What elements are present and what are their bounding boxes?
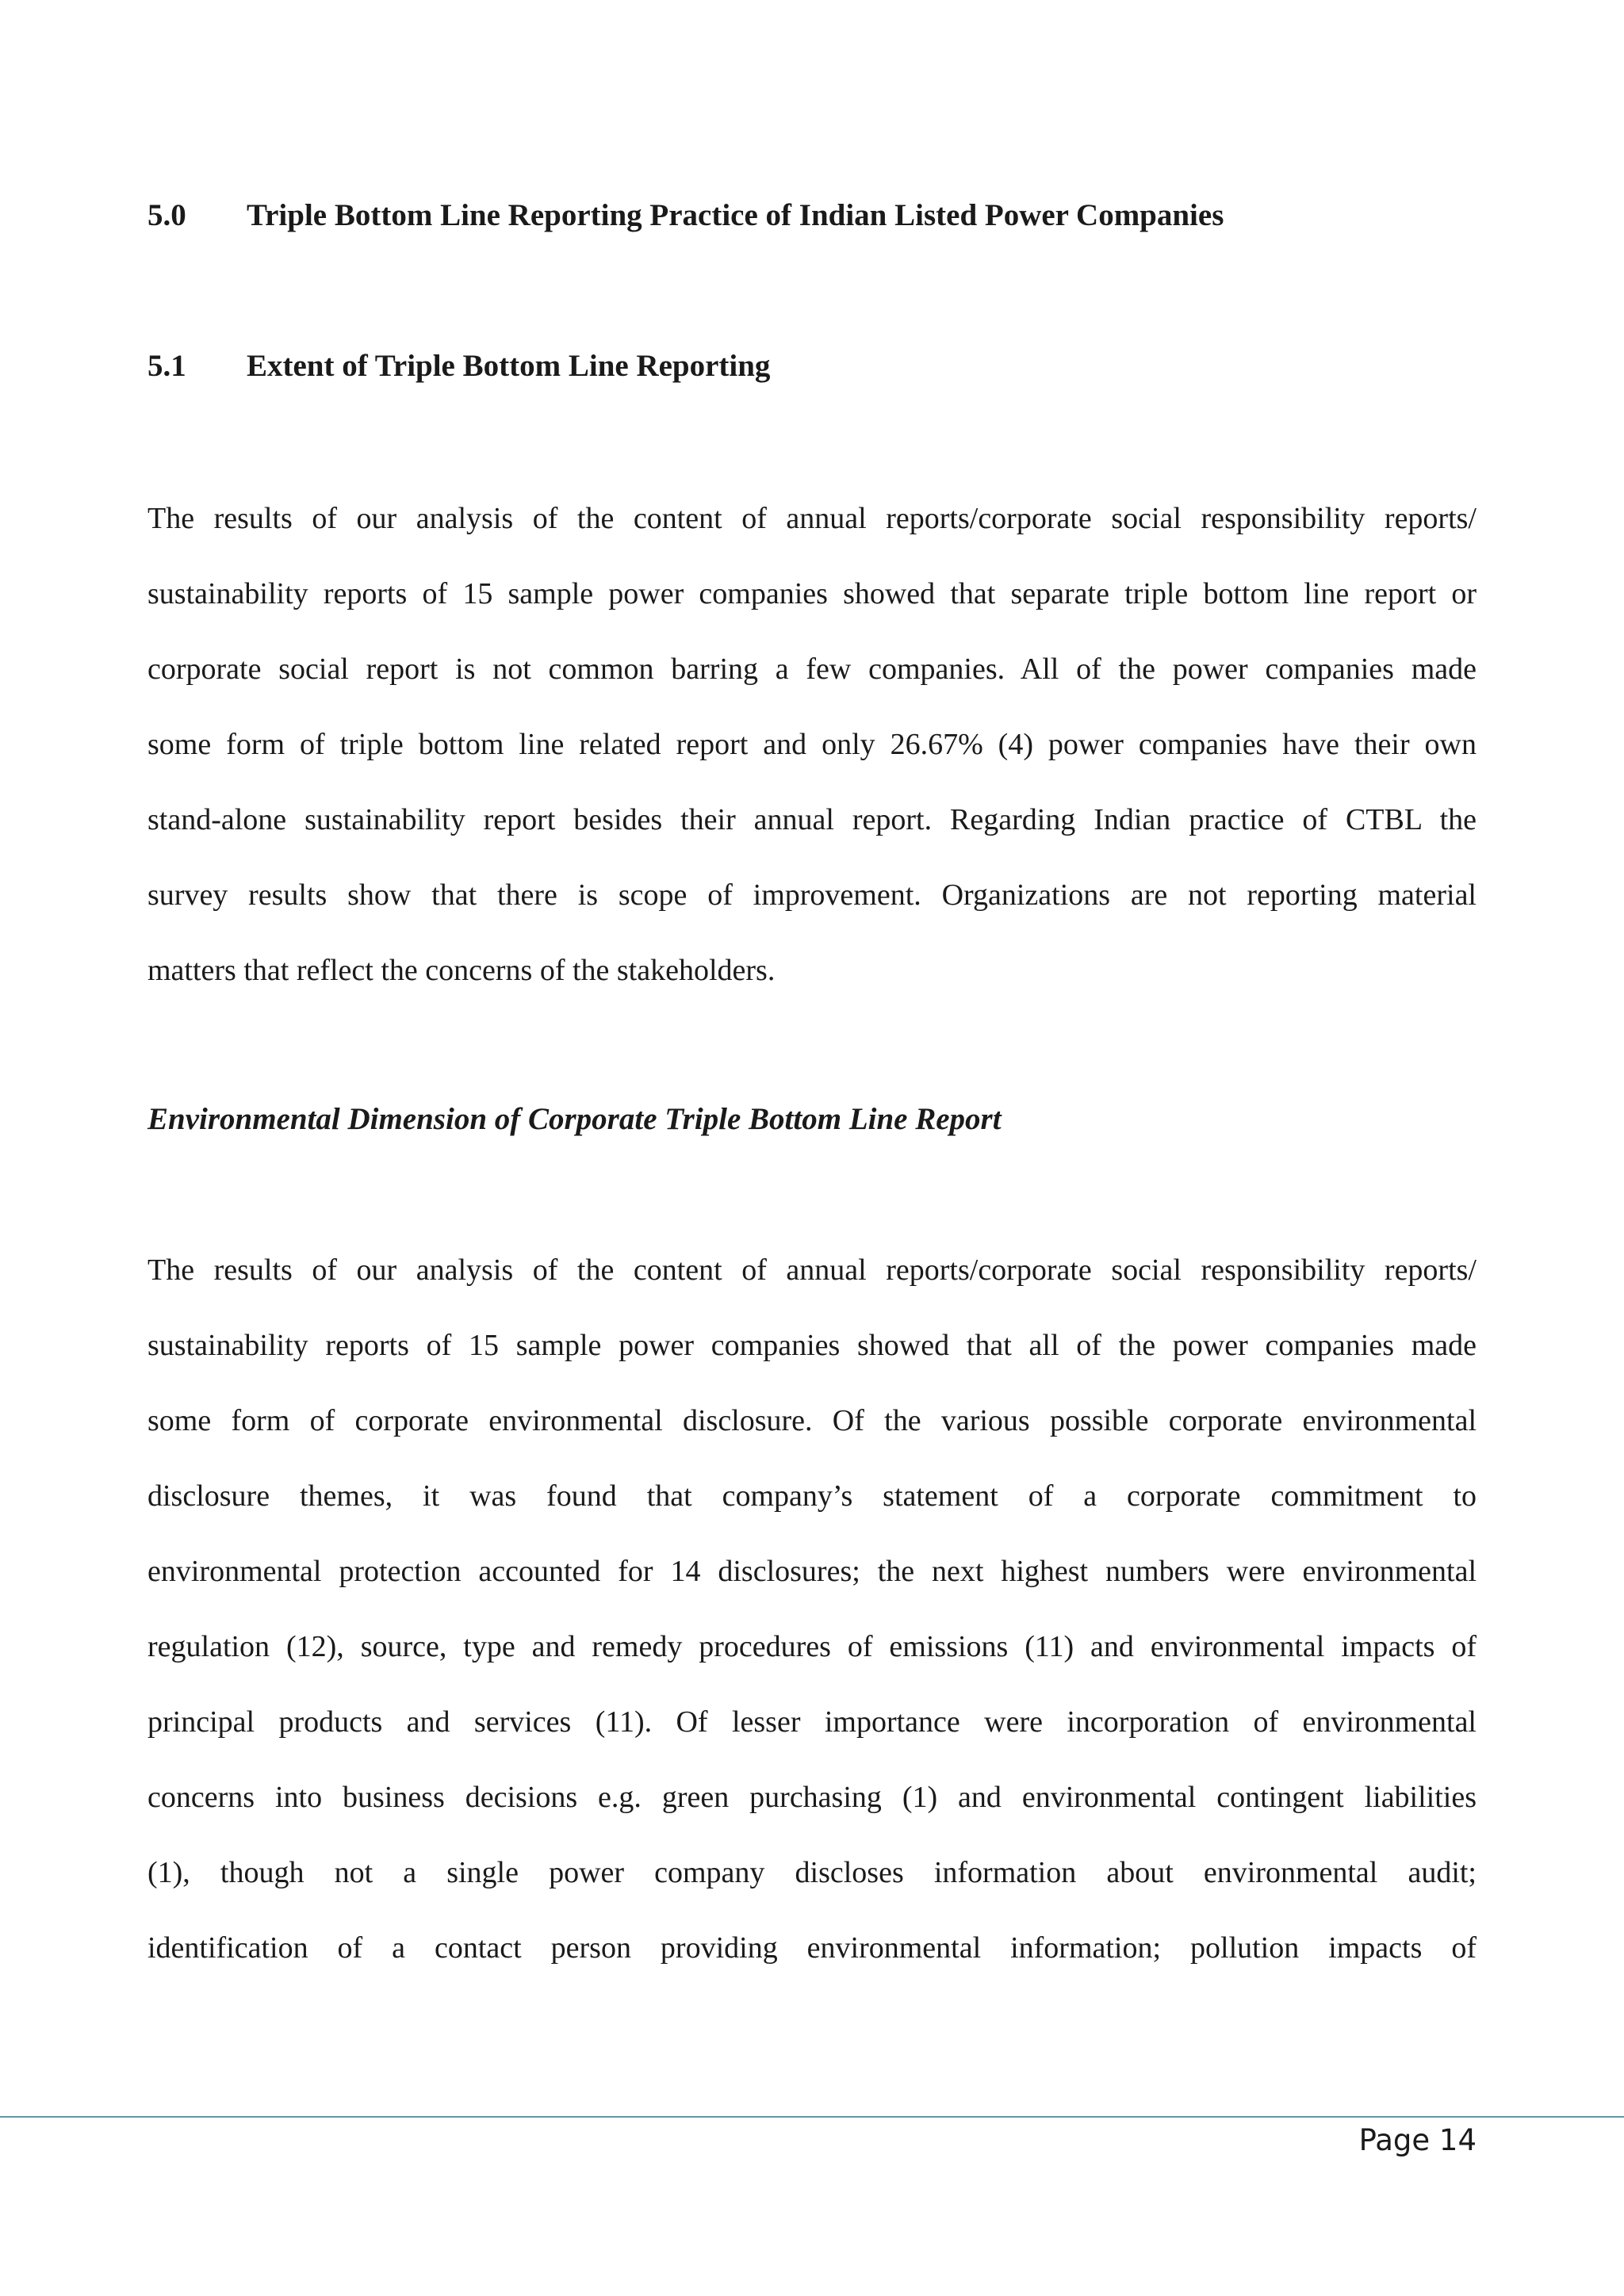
paragraph-line: some form of corporate environmental disclosure. Of the various possible corporate environmental xyxy=(147,1404,1477,1437)
paragraph-line: some form of triple bottom line related report and only 26.67% (4) power companies have their own xyxy=(147,728,1477,761)
paragraph-line: sustainability reports of 15 sample power companies showed that all of the power companies made xyxy=(147,1329,1477,1362)
section-heading-5-0 xyxy=(147,197,1224,235)
paragraph-line: The results of our analysis of the content of annual reports/corporate social responsibility reports/ xyxy=(147,1253,1477,1287)
paragraph-line: The results of our analysis of the content of annual reports/corporate social responsibility reports/ xyxy=(147,502,1477,535)
paragraph-line: identification of a contact person providing environmental information; pollution impacts of xyxy=(147,1931,1477,1965)
paragraph-line: concerns into business decisions e.g. green purchasing (1) and environmental contingent liabilities xyxy=(147,1781,1477,1814)
paragraph-line: survey results show that there is scope of improvement. Organizations are not reporting material xyxy=(147,878,1477,912)
section-title: Triple Bottom Line Reporting Practice of Indian Listed Power Companies xyxy=(247,198,1224,232)
paragraph-line: corporate social report is not common barring a few companies. All of the power companies made xyxy=(147,652,1477,686)
paragraph-line: (1), though not a single power company discloses information about environmental audit; xyxy=(147,1856,1477,1889)
environmental-dimension-heading: Environmental Dimension of Corporate Triple Bottom Line Report xyxy=(147,1102,1002,1136)
paragraph-extent xyxy=(147,499,1477,1027)
paragraph-line: environmental protection accounted for 14 disclosures; the next highest numbers were environmental xyxy=(147,1555,1477,1588)
paragraph-line: sustainability reports of 15 sample power companies showed that separate triple bottom line report or xyxy=(147,577,1477,610)
paragraph-environmental xyxy=(147,1251,1477,2004)
paragraph-line: principal products and services (11). Of lesser importance were incorporation of environmental xyxy=(147,1705,1477,1739)
paragraph-line: matters that reflect the concerns of the stakeholders. xyxy=(147,954,776,987)
paragraph-line: stand-alone sustainability report besides their annual report. Regarding Indian practice of CTBL the xyxy=(147,803,1477,836)
section-number: 5.0 xyxy=(147,198,186,232)
paragraph-line: regulation (12), source, type and remedy procedures of emissions (11) and environmental impacts of xyxy=(147,1630,1477,1663)
section-number: 5.1 xyxy=(147,349,186,383)
paragraph-line: disclosure themes, it was found that company’s statement of a corporate commitment to xyxy=(147,1479,1477,1513)
section-heading-5-1 xyxy=(147,347,770,385)
section-title: Extent of Triple Bottom Line Reporting xyxy=(247,349,771,383)
page-number: Page 14 xyxy=(1358,2123,1477,2157)
footer-divider xyxy=(0,2116,1624,2118)
